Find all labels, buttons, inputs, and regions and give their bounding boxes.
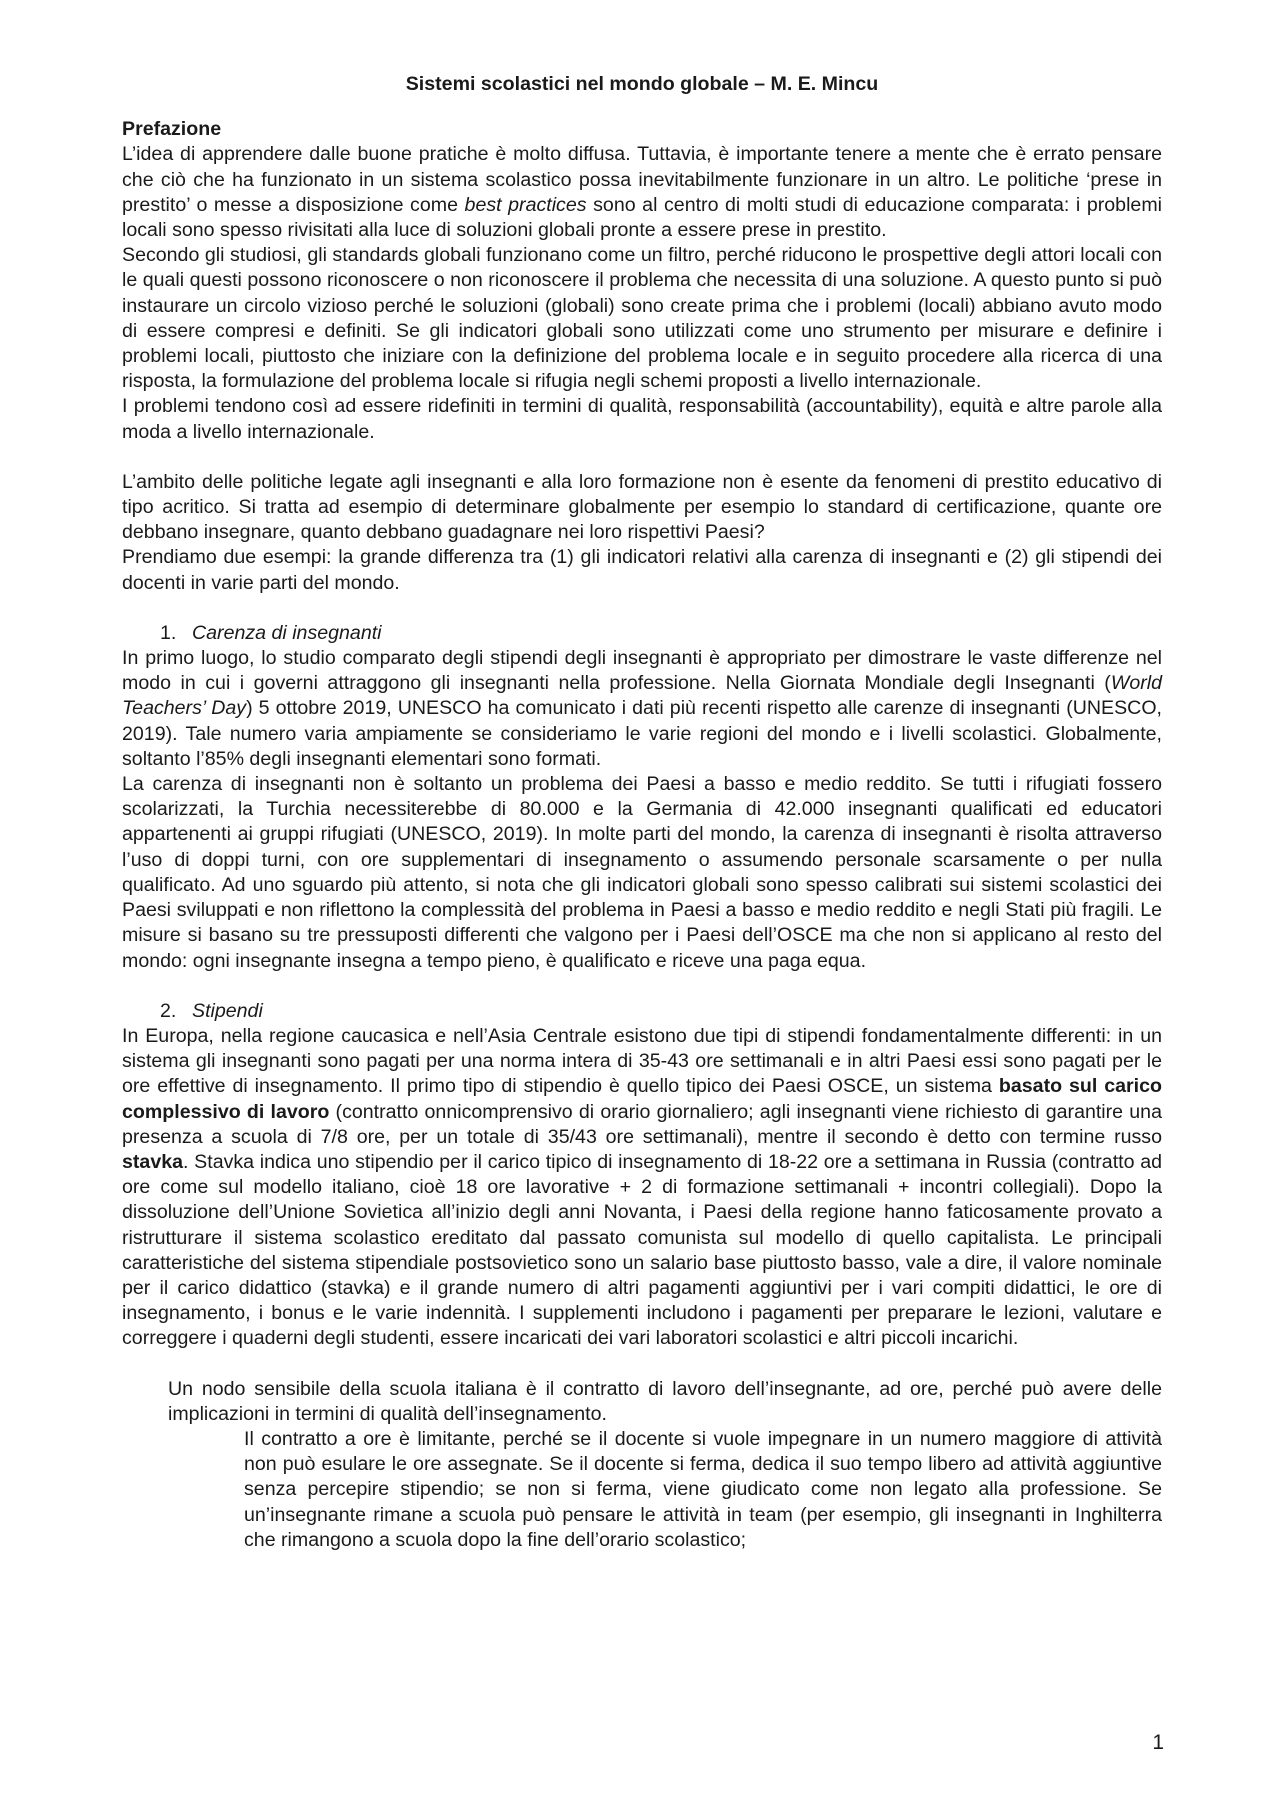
emphasis-world-teachers-day: World Teachers’ Day <box>122 672 1162 720</box>
section-2-heading <box>122 999 1162 1024</box>
document-title: Sistemi scolastici nel mondo globale – M. E. Mincu <box>405 73 879 95</box>
section-2-number: 2. <box>160 999 177 1022</box>
spacer <box>122 596 1162 621</box>
emphasis-best-practices: best practices <box>464 193 587 216</box>
preface-paragraph-3: I problemi tendono così ad essere ridefiniti in termini di qualità, responsabilità (accountability), equità e altre parole alla moda a livello internazionale. <box>122 395 1162 443</box>
section-1-paragraph-1: In primo luogo, lo studio comparato degli stipendi degli insegnanti è appropriato per dimostrare le vaste differenze nel modo in cui i governi attraggono gli insegnanti nella professione. Nella Giornata Mondiale degli Insegnanti (World Teachers’ Day) 5 ottobre 2019, UNESCO ha comunicato i dati più recenti rispetto alle carenze di insegnanti (UNESCO, 2019). Tale numero varia ampiamente se consideriamo le varie regioni del mondo e i livelli scolastici. Globalmente, soltanto l’85% degli insegnanti elementari sono formati. <box>122 647 1163 770</box>
spacer <box>122 445 1162 470</box>
preface-heading: Prefazione <box>122 118 222 141</box>
document-body <box>122 72 1162 1553</box>
section-1-number: 1. <box>160 621 177 644</box>
preface-paragraph-2: Secondo gli studiosi, gli standards globali funzionano come un filtro, perché riducono le prospettive degli attori locali con le quali questi possono riconoscere o non riconoscere il problema che necessita di una soluzione. A questo punto si può instaurare un circolo vizioso perché le soluzioni (globali) sono create prima che i problemi (locali) abbiano avuto modo di essere compresi e definiti. Se gli indicatori globali sono utilizzati come uno strumento per misurare e definire i problemi locali, piuttosto che iniziare con la definizione del problema locale e in seguito procedere alla ricerca di una risposta, la formulazione del problema locale si rifugia negli schemi proposti a livello internazionale. <box>122 244 1162 393</box>
spacer <box>122 974 1162 999</box>
preface-paragraph-1: L’idea di apprendere dalle buone pratiche è molto diffusa. Tuttavia, è importante tenere a mente che è errato pensare che ciò che ha funzionato in un sistema scolastico possa inevitabilmente funzionare in un altro. Le politiche ‘prese in prestito’ o messe a disposizione come best practices sono al centro di molti studi di educazione comparata: i problemi locali sono spesso rivisitati alla luce di soluzioni globali pronte a essere prese in prestito. <box>122 143 1162 242</box>
section-1-title: Carenza di insegnanti <box>192 621 382 644</box>
preface-paragraph-4: L’ambito delle politiche legate agli insegnanti e alla loro formazione non è esente da fenomeni di prestito educativo di tipo acritico. Si tratta ad esempio di determinare globalmente per esempio lo standard di certificazione, quante ore debbano insegnare, quanto debbano guadagnare nei loro rispettivi Paesi? <box>122 470 1162 544</box>
spacer <box>122 1352 1162 1377</box>
section-2-paragraph-1: In Europa, nella regione caucasica e nell’Asia Centrale esistono due tipi di stipendi fondamentalmente differenti: in un sistema gli insegnanti sono pagati per una norma intera di 35-43 ore settimanali e in altri Paesi essi sono pagati per le ore effettive di insegnamento. Il primo tipo di stipendio è quello tipico dei Paesi OSCE, un sistema basato sul carico complessivo di lavoro (contratto onnicomprensivo di orario giornaliero; agli insegnanti viene richiesto di garantire una presenza a scuola di 7/8 ore, per un totale di 35/43 ore settimanali), mentre il secondo è detto con termine russo stavka. Stavka indica uno stipendio per il carico tipico di insegnamento di 18-22 ore a settimana in Russia (contratto ad ore come sul modello italiano, cioè 18 ore lavorative + 2 di formazione settimanali + incontri collegiali). Dopo la dissoluzione dell’Unione Sovietica all’inizio degli anni Novanta, i Paesi della regione hanno faticosamente provato a ristrutturare il sistema scolastico ereditato dal passato comunista sul modello di quello capitalista. Le principali caratteristiche del sistema stipendiale postsovietico sono un salario base piuttosto basso, vale a dire, il valore nominale per il carico didattico (stavka) e il grande numero di altri pagamenti aggiuntivi per i vari compiti didattici, le ore di insegnamento, i bonus e le varie indennità. I supplementi includono i pagamenti per preparare le lezioni, valutare e correggere i quaderni degli studenti, essere incaricati dei vari laboratori scolastici e altri piccoli incarichi. <box>122 1024 1162 1350</box>
section-2-paragraph-2: Un nodo sensibile della scuola italiana è il contratto di lavoro dell’insegnante, ad ore, perché può avere delle implicazioni in termini di qualità dell’insegnamento. <box>168 1377 1162 1425</box>
section-1-paragraph-2: La carenza di insegnanti non è soltanto un problema dei Paesi a basso e medio reddito. Se tutti i rifugiati fossero scolarizzati, la Turchia necessiterebbe di 80.000 e la Germania di 42.000 insegnanti qualificati ed educatori appartenenti ai gruppi rifugiati (UNESCO, 2019). In molte parti del mondo, la carenza di insegnanti è risolta attraverso l’uso di doppi turni, con ore supplementari di insegnamento o assumendo personale scarsamente o per nulla qualificato. Ad uno sguardo più attento, si nota che gli indicatori globali sono spesso calibrati sui sistemi scolastici dei Paesi sviluppati e non riflettono la complessità del problema in Paesi a basso e medio reddito e negli Stati più fragili. Le misure si basano su tre pressuposti differenti che valgono per i Paesi dell’OSCE ma che non si applicano al resto del mondo: ogni insegnante insegna a tempo pieno, è qualificato e riceve una paga equa. <box>122 773 1162 972</box>
emphasis-stavka: stavka <box>122 1150 184 1173</box>
page-number: 1 <box>1152 1731 1164 1754</box>
emphasis-carico-complessivo: basato sul carico complessivo di lavoro <box>122 1075 1162 1123</box>
section-2-title: Stipendi <box>192 999 263 1022</box>
preface-paragraph-5: Prendiamo due esempi: la grande differenza tra (1) gli indicatori relativi alla carenza di insegnanti e (2) gli stipendi dei docenti in varie parti del mondo. <box>122 546 1162 594</box>
section-1-heading <box>122 621 1162 646</box>
section-2-paragraph-3: Il contratto a ore è limitante, perché se il docente si vuole impegnare in un numero maggiore di attività non può esulare le ore assegnate. Se il docente si ferma, dedica il suo tempo libero ad attività aggiuntive senza percepire stipendio; se non si ferma, viene giudicato come non legato alla professione. Se un’insegnante rimane a scuola può pensare le attività in team (per esempio, gli insegnanti in Inghilterra che rimangono a scuola dopo la fine dell’orario scolastico; <box>244 1427 1162 1551</box>
